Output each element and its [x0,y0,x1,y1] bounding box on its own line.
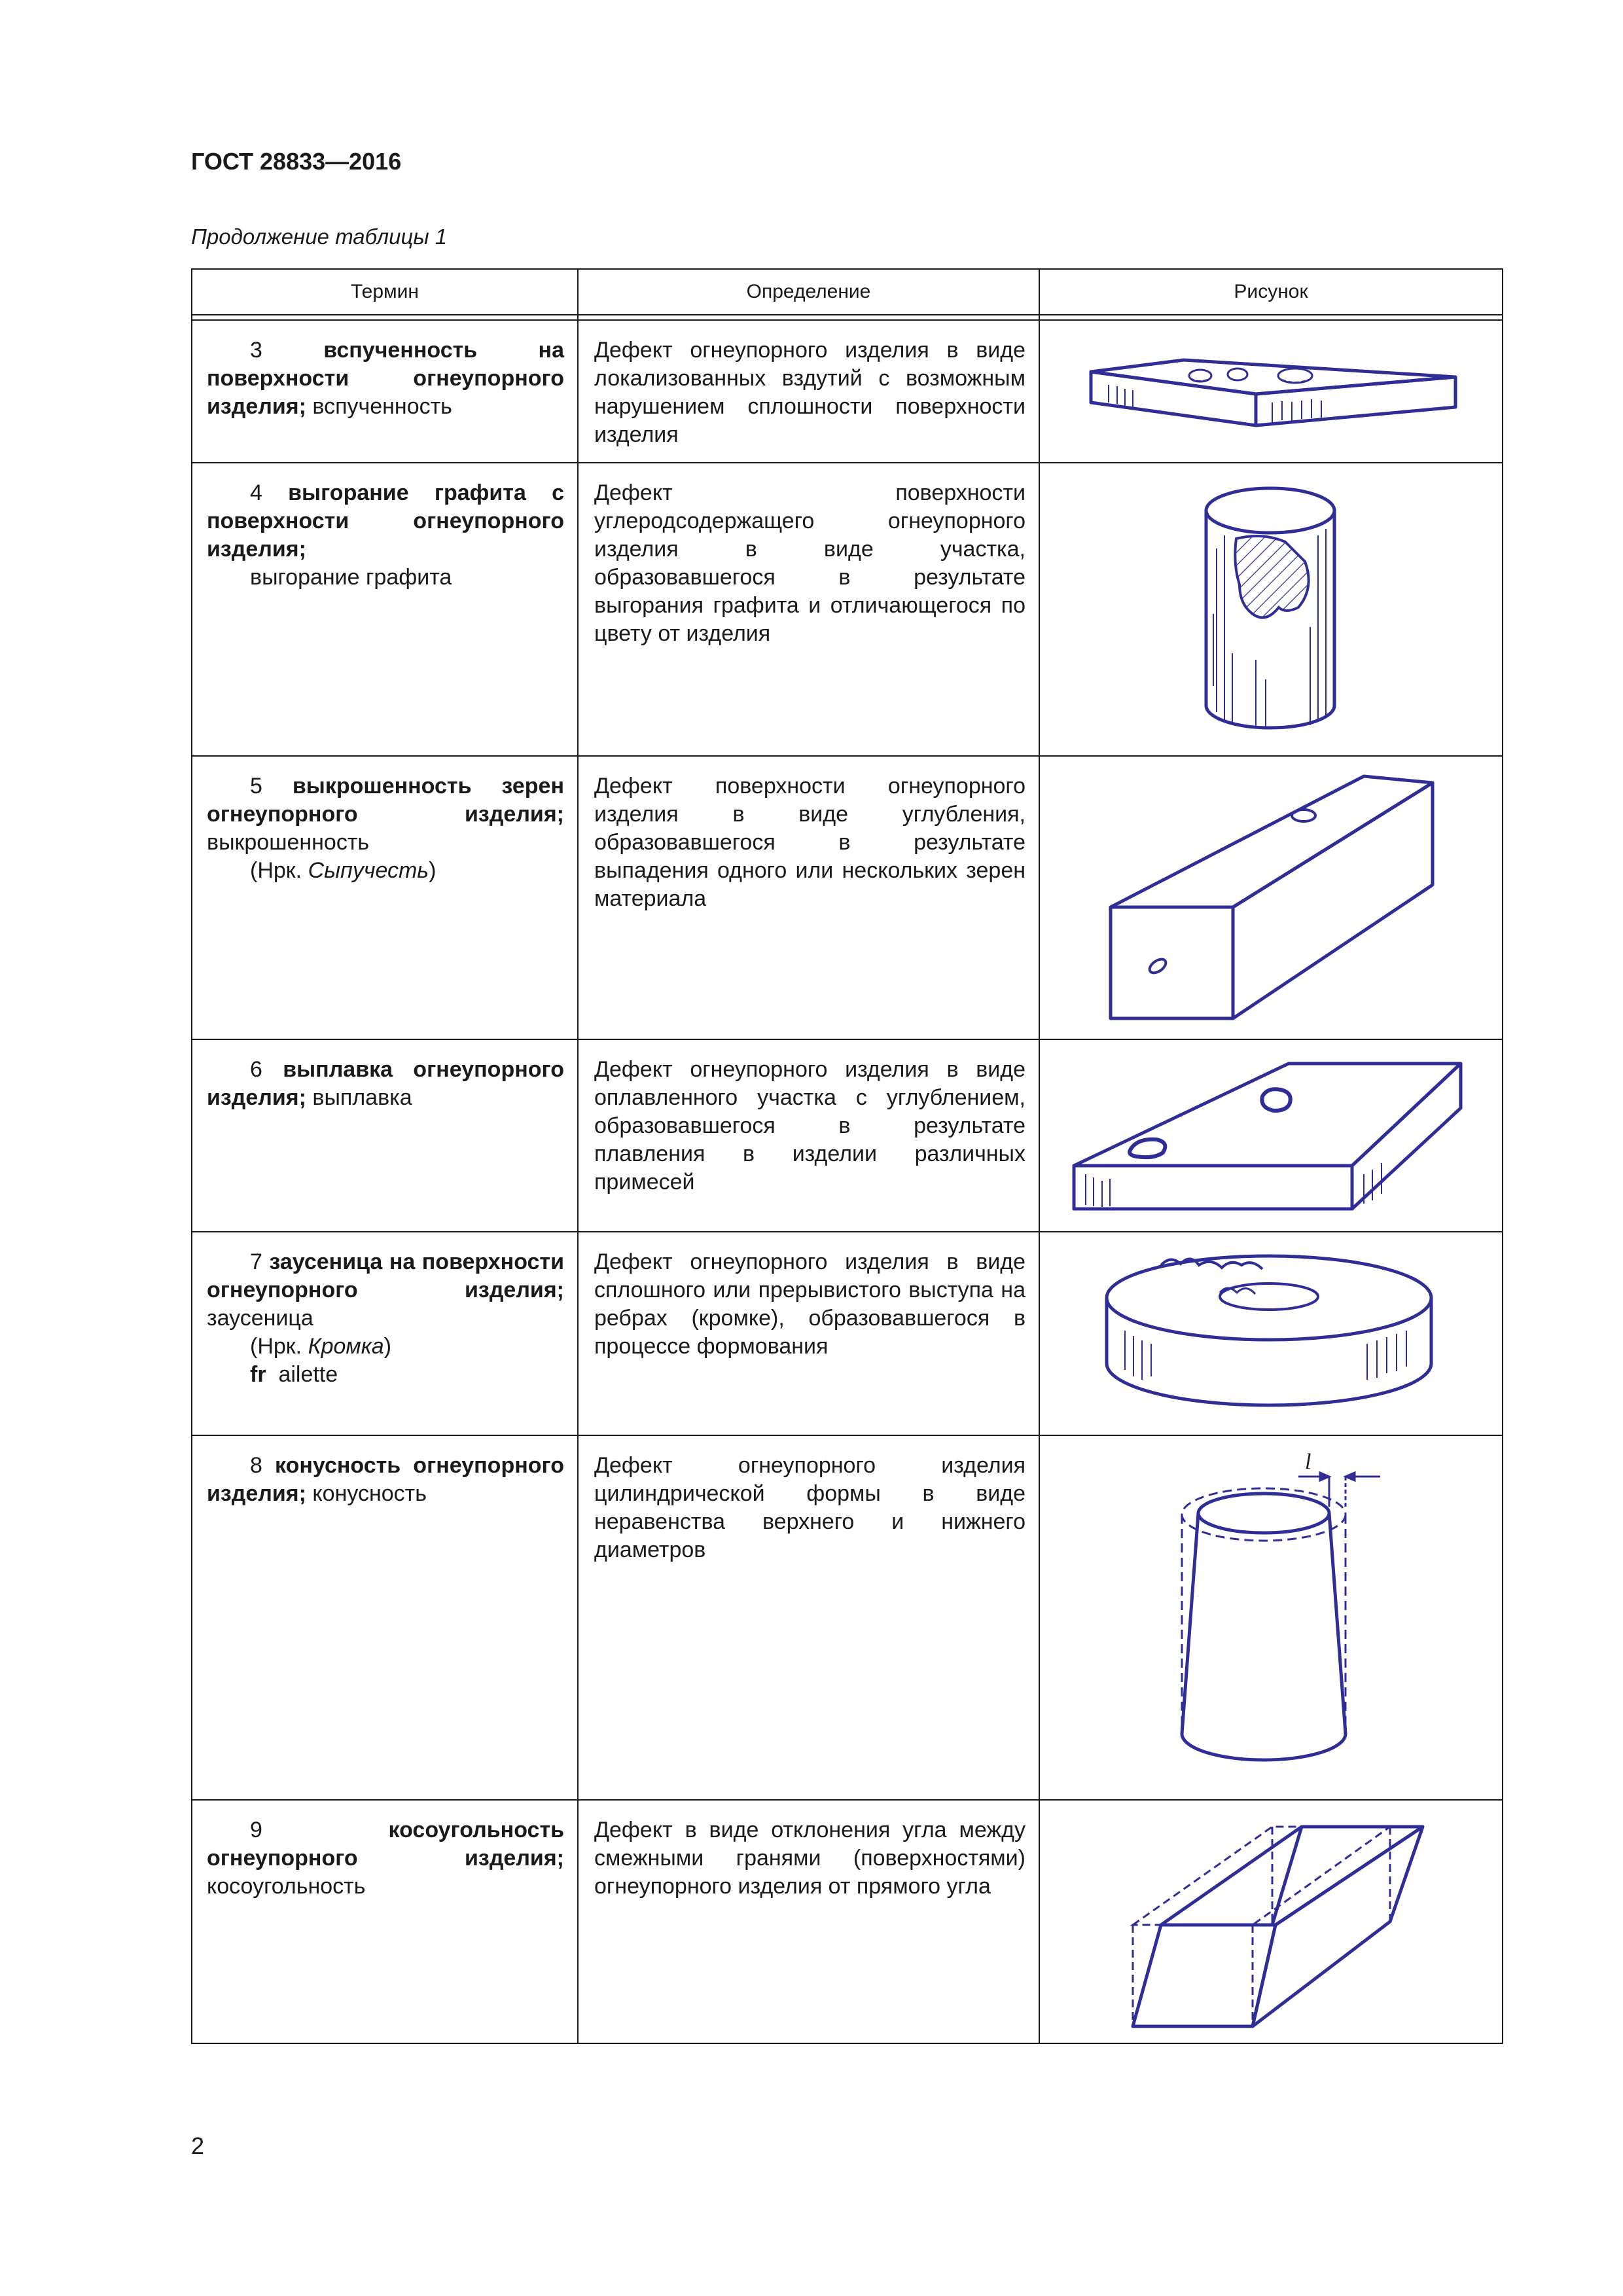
term-number: 6 [250,1057,262,1082]
burr-ring-figure [1040,1232,1503,1435]
figure-cell [1039,1435,1503,1800]
term-name: вспученность на поверхности огнеупорного изделия; [207,338,564,419]
term-number: 3 [250,338,262,363]
french-equivalent: fr ailette [250,1362,338,1387]
term-short: выгорание графита [250,565,452,590]
table-row [192,463,1503,756]
term-number: 8 [250,1453,262,1478]
taper-cylinder-figure [1040,1436,1503,1799]
term-short: косоугольность [207,1874,366,1899]
definition-cell: Дефект огнеупорного изделия цилиндрической формы в виде неравенства верхнего и нижнего диаметров [578,1435,1039,1800]
term-number: 4 [250,480,262,505]
table-row [192,1800,1503,2043]
header-gap [192,315,1503,320]
nrk-note: (Нрк. Сыпучесть) [250,858,437,883]
table-row [192,1232,1503,1435]
term-short: выкрошенность [207,830,370,855]
definition-cell: Дефект огнеупорного изделия в виде локализованных вздутий с возможным нарушением сплошности поверхности изделия [578,320,1039,463]
swelling-plate-figure [1040,321,1503,462]
term-cell [192,1039,578,1232]
figure-cell [1039,320,1503,463]
melt-out-slab-figure [1040,1040,1503,1231]
definition-cell: Дефект поверхности углеродсодержащего огнеупорного изделия в виде участка, образовавшегося в результате выгорания графита и отличающегося по цвету от изделия [578,463,1039,756]
table-row [192,320,1503,463]
table-continuation-caption: Продолжение таблицы 1 [191,224,448,249]
table-row [192,1435,1503,1800]
terms-table [191,268,1503,2044]
term-cell [192,320,578,463]
term-short: заусеница [207,1306,313,1331]
term-name: выплавка огнеупорного изделия; [207,1057,565,1110]
term-name: конусность огнеупорного изделия; [207,1453,564,1506]
figure-cell [1039,1232,1503,1435]
term-name: косоугольность огнеупорного изделия; [207,1818,564,1871]
term-cell [192,463,578,756]
term-number: 5 [250,774,262,798]
skew-prism-figure [1040,1801,1503,2043]
definition-cell: Дефект поверхности огнеупорного изделия в виде углубления, образовавшегося в результате выпадения одного или нескольких зерен материала [578,756,1039,1039]
figure-cell [1039,463,1503,756]
column-header-figure: Рисунок [1039,269,1503,315]
term-number: 9 [250,1818,262,1842]
page-number: 2 [191,2132,205,2159]
column-header-definition: Определение [578,269,1039,315]
term-short: выплавка [312,1085,412,1110]
term-short: вспученность [312,394,452,419]
table-row [192,1039,1503,1232]
term-cell [192,1435,578,1800]
figure-cell [1039,756,1503,1039]
graphite-burnout-cylinder-figure [1040,463,1503,755]
term-number: 7 [250,1249,262,1274]
standard-title: ГОСТ 28833—2016 [191,148,402,175]
column-header-term: Термин [192,269,578,315]
grain-spalling-bar-figure [1040,757,1503,1039]
term-cell [192,1800,578,2043]
figure-cell [1039,1039,1503,1232]
table-row [192,756,1503,1039]
term-cell [192,1232,578,1435]
figure-cell [1039,1800,1503,2043]
definition-cell: Дефект огнеупорного изделия в виде оплавленного участка с углублением, образовавшегося в результате плавления в изделии различных примесей [578,1039,1039,1232]
term-name: заусеница на поверхности огнеупорного изделия; [207,1249,564,1302]
table-header-row [192,269,1503,315]
term-short: конусность [312,1481,427,1506]
term-name: выгорание графита с поверхности огнеупорного изделия; [207,480,565,562]
definition-cell: Дефект огнеупорного изделия в виде сплошного или прерывистого выступа на ребрах (кромке), образовавшегося в процессе формования [578,1232,1039,1435]
term-cell [192,756,578,1039]
definition-cell: Дефект в виде отклонения угла между смежными гранями (поверхностями) огнеупорного изделия от прямого угла [578,1800,1039,2043]
term-name: выкрошенность зерен огнеупорного изделия; [207,774,564,827]
dimension-label: l [1305,1450,1311,1474]
nrk-note: (Нрк. Кромка) [250,1334,392,1359]
